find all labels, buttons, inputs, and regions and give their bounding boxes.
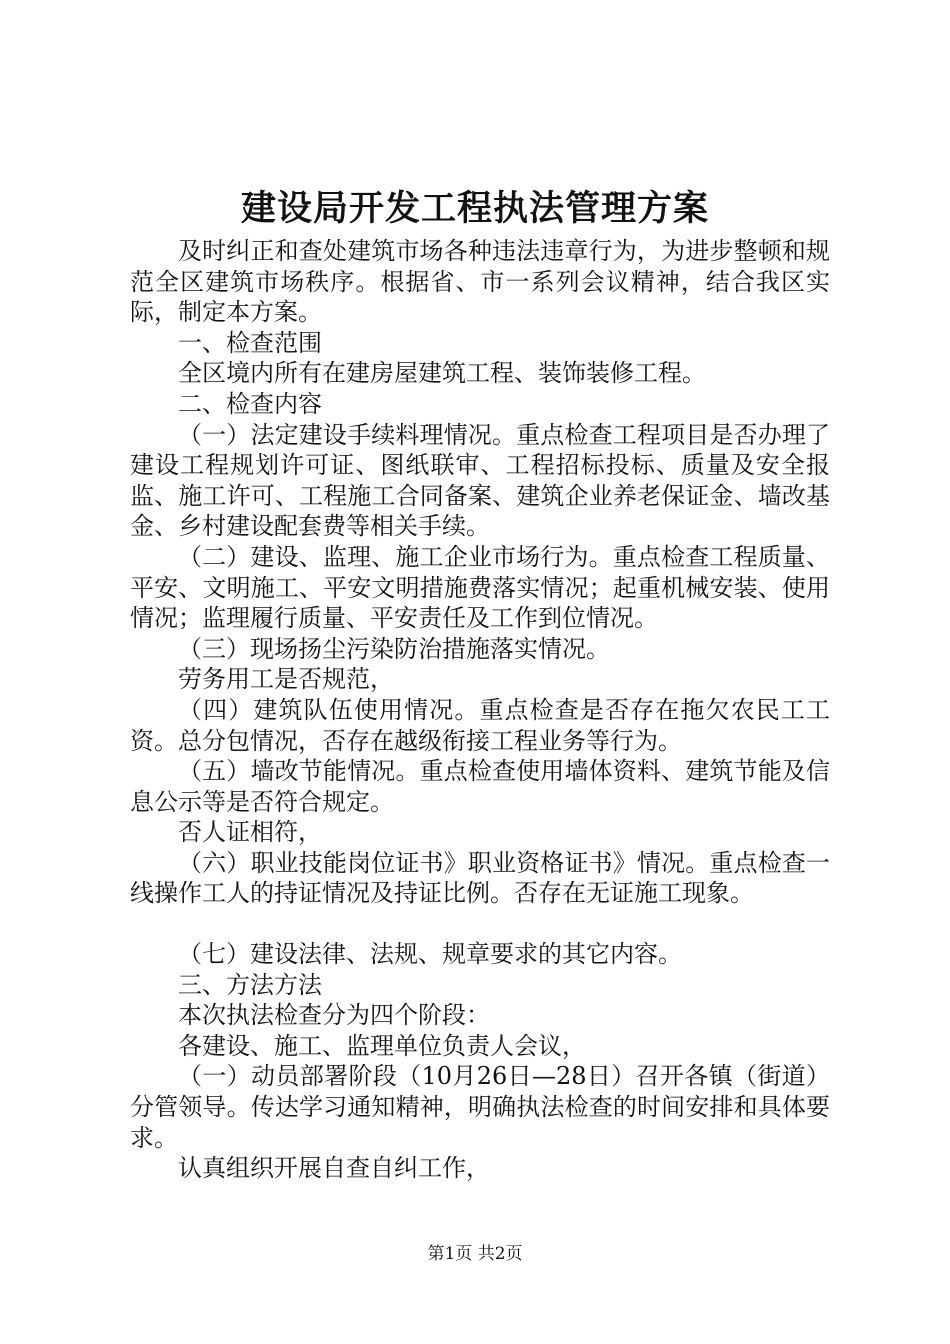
section-heading-content: 二、检查内容	[178, 389, 322, 418]
section-heading-scope: 一、检查范围	[178, 328, 322, 357]
page-number-footer: 第1页 共2页	[427, 1244, 523, 1264]
body-paragraph: （一）动员部署阶段（10月26日—28日）召开各镇（街道）分管领导。传达学习通知精神，明确执法检查的时间安排和具体要求。	[130, 1062, 830, 1152]
body-paragraph: （一）法定建设手续料理情况。重点检查工程项目是否办理了建设工程规划许可证、图纸联审、工程招标投标、质量及安全报监、施工许可、工程施工合同备案、建筑企业养老保证金、墙改基金、乡村建设配套费等相关手续。	[130, 420, 830, 541]
body-paragraph: （三）现场扬尘污染防治措施落实情况。	[178, 634, 610, 663]
body-paragraph: 劳务用工是否规范，	[178, 665, 394, 694]
body-paragraph: （四）建筑队伍使用情况。重点检查是否存在拖欠农民工工资。总分包情况，否存在越级衔接工程业务等行为。	[130, 695, 830, 755]
body-paragraph: （五）墙改节能情况。重点检查使用墙体资料、建筑节能及信息公示等是否符合规定。	[130, 757, 830, 816]
intro-paragraph: 及时纠正和查处建筑市场各种违法违章行为，为进步整顿和规范全区建筑市场秩序。根据省、市一系列会议精神，结合我区实际，制定本方案。	[130, 237, 830, 327]
document-body	[130, 236, 830, 1184]
body-paragraph: （二）建设、监理、施工企业市场行为。重点检查工程质量、平安、文明施工、平安文明措施费落实情况；起重机械安装、使用情况；监理履行质量、平安责任及工作到位情况。	[130, 542, 830, 633]
body-paragraph: （七）建设法律、法规、规章要求的其它内容。	[178, 940, 682, 969]
body-paragraph: 认真组织开展自查自纠工作，	[178, 1154, 490, 1183]
section-heading-method: 三、方法方法	[178, 970, 322, 999]
body-paragraph: 全区境内所有在建房屋建筑工程、装饰装修工程。	[178, 359, 706, 388]
body-paragraph: （六）职业技能岗位证书》职业资格证书》情况。重点检查一线操作工人的持证情况及持证比例。否存在无证施工现象。	[130, 848, 830, 908]
document-title: 建设局开发工程执法管理方案	[240, 188, 709, 229]
body-paragraph: 本次执法检查分为四个阶段：	[178, 1001, 490, 1030]
body-paragraph: 否人证相符，	[178, 818, 322, 847]
body-paragraph: 各建设、施工、监理单位负责人会议，	[178, 1031, 586, 1060]
